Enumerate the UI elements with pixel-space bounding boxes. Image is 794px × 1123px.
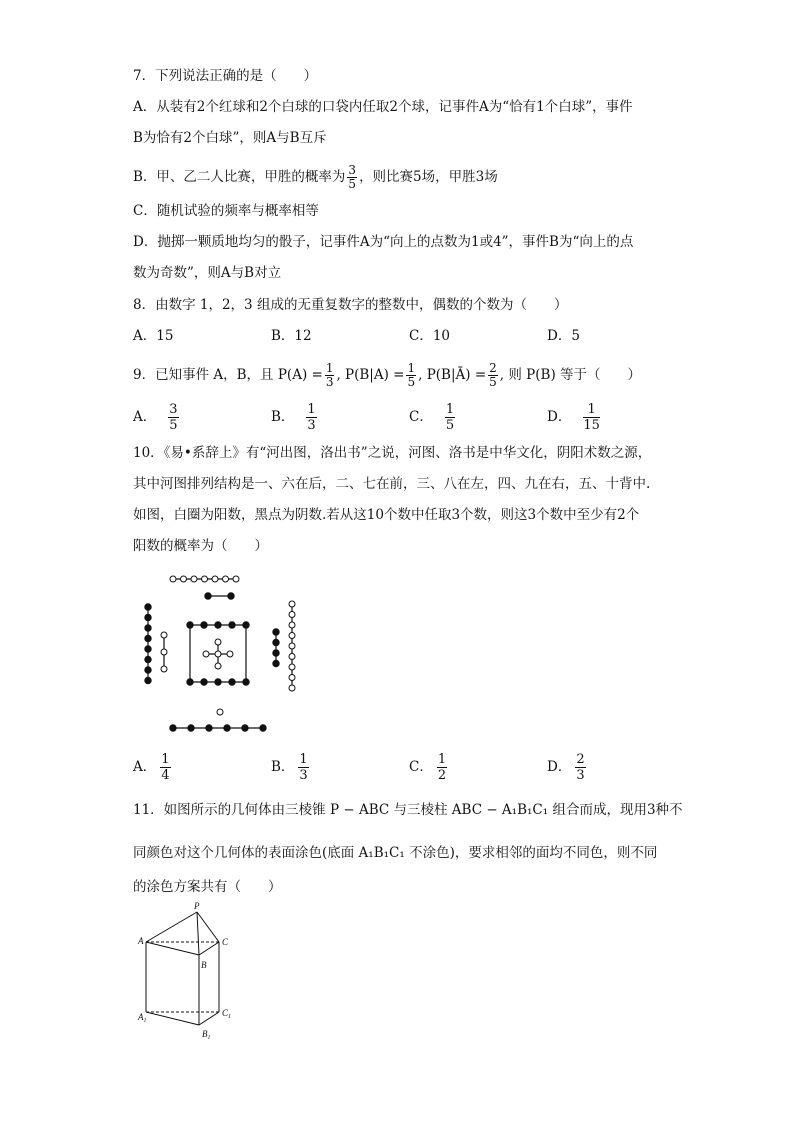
hetu-black-dot	[273, 629, 279, 635]
hetu-white-dot	[289, 675, 295, 681]
q8-option-c: C．10	[409, 328, 451, 344]
q7-option-d-line1: D．抛掷一颗质地均匀的骰子，记事件A为“向上的点数为1或4”，事件B为“向上的点	[133, 234, 634, 250]
hetu-white-dot	[215, 663, 221, 669]
fraction-numerator: 1	[325, 361, 334, 375]
edge-BC	[199, 942, 219, 955]
q9-option-a	[133, 402, 181, 433]
q10-line3: 如图，白圈为阳数，黑点为阴数.若从这10个数中任取3个数，则这3个数中至少有2个	[133, 507, 640, 523]
fraction-denominator: 3	[325, 375, 334, 389]
label-B1	[202, 1029, 211, 1041]
hetu-black-dot	[273, 660, 279, 666]
fraction	[437, 752, 447, 783]
hetu-white-dot	[289, 654, 295, 660]
q7-stem: 7．下列说法正确的是（ ）	[133, 68, 318, 84]
q10-line4: 阳数的概率为（ ）	[133, 538, 268, 554]
q10-line2: 其中河图排列结构是一、六在后，二、七在前，三、八在左，四、九在右，五、十背中.	[133, 476, 651, 492]
hetu-white-dot	[227, 651, 233, 657]
hetu-black-dot	[201, 622, 207, 628]
q11-line1: 11．如图所示的几何体由三棱锥 P − ABC 与三棱柱 ABC − A₁B₁C₁ 组合而成，现用3种不	[133, 802, 683, 818]
prism-pyramid-figure	[135, 900, 245, 1045]
fraction-numerator: 1	[161, 752, 170, 767]
label-C: C	[222, 937, 229, 947]
q8-option-d: D．5	[547, 328, 580, 344]
q9-option-d	[547, 402, 602, 433]
edge-A1B1	[143, 1012, 199, 1025]
q7-b-text: B．甲、乙二人比赛，甲胜的概率为	[133, 169, 346, 185]
hetu-black-dot	[215, 622, 221, 628]
fraction-denominator: 5	[407, 375, 416, 389]
hetu-white-dot	[203, 651, 209, 657]
hetu-white-dot	[233, 576, 239, 582]
fraction	[347, 164, 357, 191]
label-A1-main: A	[138, 1012, 144, 1022]
hetu-white-dot	[161, 666, 167, 672]
fraction-denominator: 3	[307, 418, 316, 433]
hetu-black-dot	[243, 679, 249, 685]
fraction-denominator: 3	[299, 768, 308, 783]
edge-AP	[146, 912, 197, 942]
hetu-white-dot	[191, 576, 197, 582]
hetu-black-dot	[145, 635, 151, 641]
fraction-numerator: 1	[299, 752, 308, 767]
hetu-white-dot	[289, 643, 295, 649]
fraction-numerator: 3	[169, 402, 178, 417]
hetu-black-dot	[229, 622, 235, 628]
hetu-white-dot	[215, 651, 221, 657]
hetu-black-dot	[188, 725, 194, 731]
hetu-black-dot	[145, 677, 151, 683]
option-label: D．	[547, 759, 572, 775]
q7-option-b	[133, 164, 498, 191]
fraction-denominator: 15	[583, 418, 600, 433]
fraction	[298, 752, 308, 783]
fraction	[445, 402, 455, 433]
q9-stem	[133, 362, 641, 389]
hetu-white-dot	[217, 709, 223, 715]
label-A1-sub: 1	[143, 1018, 147, 1024]
hetu-black-dot	[145, 656, 151, 662]
hetu-black-dot	[242, 725, 248, 731]
fraction-numerator: 1	[407, 361, 416, 375]
fraction-denominator: 5	[348, 177, 357, 191]
fraction-denominator: 5	[489, 375, 497, 389]
hetu-white-dot	[212, 576, 218, 582]
option-label: B．	[271, 759, 295, 775]
fraction-denominator: 5	[445, 418, 455, 433]
hetu-black-dot	[243, 622, 249, 628]
hetu-black-dot	[187, 679, 193, 685]
q7-option-a-line2: B为恰有2个白球”，则A与B互斥	[133, 130, 327, 146]
hetu-black-dot	[224, 725, 230, 731]
q11-line3: 的涂色方案共有（ ）	[133, 879, 282, 895]
label-C1-sub: 1	[228, 1014, 232, 1020]
fraction-denominator: 4	[161, 768, 170, 783]
hetu-black-dot	[145, 667, 151, 673]
hetu-white-dot	[170, 576, 176, 582]
label-C1	[222, 1008, 231, 1020]
q9-option-c	[409, 402, 457, 433]
q10-option-d	[547, 752, 588, 783]
edge-PB	[197, 912, 199, 955]
hetu-white-dot	[289, 601, 295, 607]
fraction-numerator: 1	[307, 402, 316, 417]
hetu-white-dot	[289, 622, 295, 628]
fraction	[306, 402, 316, 433]
label-B1-sub: 1	[207, 1035, 211, 1041]
hetu-black-dot	[206, 725, 212, 731]
hetu-black-dot	[205, 593, 211, 599]
hetu-white-dot	[215, 639, 221, 645]
fraction-denominator: 3	[576, 768, 585, 783]
label-A1	[137, 1012, 147, 1024]
q8-stem: 8．由数字 1，2，3 组成的无重复数字的整数中，偶数的个数为（ ）	[133, 297, 568, 313]
hetu-white-dot	[289, 685, 295, 691]
q9-text-mid2: , P(B|Ā) =	[418, 367, 487, 383]
edge-AB	[146, 942, 199, 955]
hetu-black-dot	[170, 725, 176, 731]
hetu-black-dot	[145, 604, 151, 610]
hetu-black-dot	[145, 614, 151, 620]
fraction-numerator: 2	[489, 361, 497, 375]
q7-option-d-line2: 数为奇数”，则A与B对立	[133, 265, 282, 281]
q10-option-a	[133, 752, 173, 783]
fraction	[406, 362, 416, 389]
option-label: D．	[547, 409, 572, 425]
q7-b-text-post: ，则比赛5场，甲胜3场	[359, 169, 498, 185]
fraction-denominator: 2	[437, 768, 447, 783]
fraction	[583, 402, 600, 433]
fraction	[160, 752, 170, 783]
option-label: B．	[271, 409, 295, 425]
hetu-white-dot	[181, 576, 187, 582]
hetu-black-dot	[201, 679, 207, 685]
edge-PC	[197, 912, 219, 942]
q8-option-b: B．12	[271, 328, 312, 344]
hetu-white-dot	[289, 612, 295, 618]
fraction-numerator: 1	[583, 402, 600, 418]
hetu-black-dot	[260, 725, 266, 731]
label-A: A	[138, 936, 144, 946]
fraction-numerator: 3	[348, 163, 357, 177]
hetu-black-dot	[273, 650, 279, 656]
edge-B1C1	[199, 1012, 219, 1025]
fraction	[488, 362, 498, 389]
label-P: P	[194, 901, 200, 911]
hetu-black-dot	[145, 646, 151, 652]
hetu-black-dot	[273, 639, 279, 645]
q11-line2: 同颜色对这个几何体的表面涂色(底面 A₁B₁C₁ 不涂色)，要求相邻的面均不同色，则不同	[133, 845, 658, 861]
fraction	[168, 402, 178, 433]
q7-option-c: C．随机试验的频率与概率相等	[133, 203, 319, 219]
q10-line1: 10．《易•系辞上》有“河出图，洛出书”之说，河图、洛书是中华文化，阴阳术数之源，	[133, 445, 652, 461]
option-label: A．	[133, 759, 157, 775]
option-label: C．	[409, 409, 433, 425]
hetu-white-dot	[289, 664, 295, 670]
hetu-black-dot	[215, 679, 221, 685]
q9-text-post: , 则 P(B) 等于（ ）	[499, 367, 641, 383]
q9-text-mid1: , P(B|A) =	[336, 367, 405, 383]
hetu-white-dot	[289, 633, 295, 639]
hetu-white-dot	[202, 576, 208, 582]
q9-text-pre: 9．已知事件 A，B，且 P(A) =	[133, 367, 323, 383]
hetu-white-dot	[223, 576, 229, 582]
option-label: C．	[409, 759, 433, 775]
fraction-denominator: 5	[169, 418, 178, 433]
q10-option-c	[409, 752, 449, 783]
hetu-black-dot	[229, 679, 235, 685]
label-B1-main: B	[202, 1029, 208, 1039]
hetu-black-dot	[187, 622, 193, 628]
option-label: A．	[133, 409, 157, 425]
q8-option-a: A．15	[133, 328, 174, 344]
hetu-diagram	[130, 570, 310, 740]
q9-option-b	[271, 402, 319, 433]
fraction-numerator: 1	[445, 402, 455, 417]
hetu-white-dot	[161, 649, 167, 655]
fraction-numerator: 1	[437, 752, 447, 767]
label-C1-main: C	[222, 1008, 229, 1018]
hetu-white-dot	[161, 632, 167, 638]
q10-option-b	[271, 752, 311, 783]
q7-option-a-line1: A．从装有2个红球和2个白球的口袋内任取2个球，记事件A为“恰有1个白球”，事件	[133, 99, 633, 115]
fraction	[325, 362, 335, 389]
fraction	[575, 752, 585, 783]
fraction-numerator: 2	[576, 752, 585, 767]
label-B: B	[201, 960, 207, 970]
hetu-black-dot	[145, 625, 151, 631]
hetu-black-dot	[228, 593, 234, 599]
